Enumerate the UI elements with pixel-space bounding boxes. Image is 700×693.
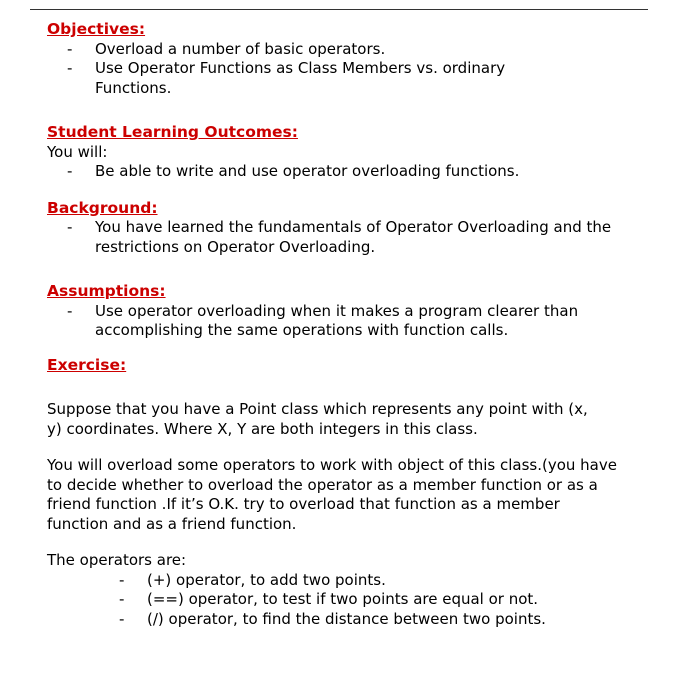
list-item: - Overload a number of basic operators. — [95, 40, 667, 60]
exercise-paragraph-2: You will overload some operators to work with object of this class.(you have to decide whether to overload the operator as a member function or as a friend function .If it’s O.K. try to overload that function as a member function and as a friend function. — [47, 456, 617, 533]
list-item: - (==) operator, to test if two points are equal or not. — [147, 590, 667, 610]
assumptions-heading: Assumptions: — [47, 282, 166, 300]
background-heading: Background: — [47, 198, 158, 217]
list-item: - Use operator overloading when it makes a program clearer than accomplishing the same operations with function calls. — [95, 302, 620, 341]
outcomes-intro: You will: — [47, 142, 108, 161]
document-body — [47, 20, 667, 629]
exercise-heading: Exercise: — [47, 355, 127, 374]
operators-intro: The operators are: — [47, 551, 187, 569]
outcomes-list — [47, 162, 667, 182]
exercise-paragraph-1: Suppose that you have a Point class which represents any point with (x, y) coordinates. Where X, Y are both integers in this class. — [47, 400, 588, 438]
list-item: - You have learned the fundamentals of Operator Overloading and the restrictions on Operator Overloading. — [95, 218, 620, 257]
objectives-heading: Objectives: — [47, 20, 146, 38]
operators-list — [47, 571, 667, 630]
list-item: - (+) operator, to add two points. — [147, 571, 667, 591]
list-item: - Be able to write and use operator overloading functions. — [95, 162, 667, 182]
list-item: - (/) operator, to find the distance between two points. — [147, 610, 667, 630]
outcomes-heading: Student Learning Outcomes: — [47, 123, 298, 141]
objectives-list — [47, 40, 667, 99]
background-list — [47, 218, 667, 257]
assumptions-list — [47, 302, 667, 341]
top-divider — [30, 9, 648, 10]
list-item: - Use Operator Functions as Class Members vs. ordinary Functions. — [95, 59, 535, 98]
